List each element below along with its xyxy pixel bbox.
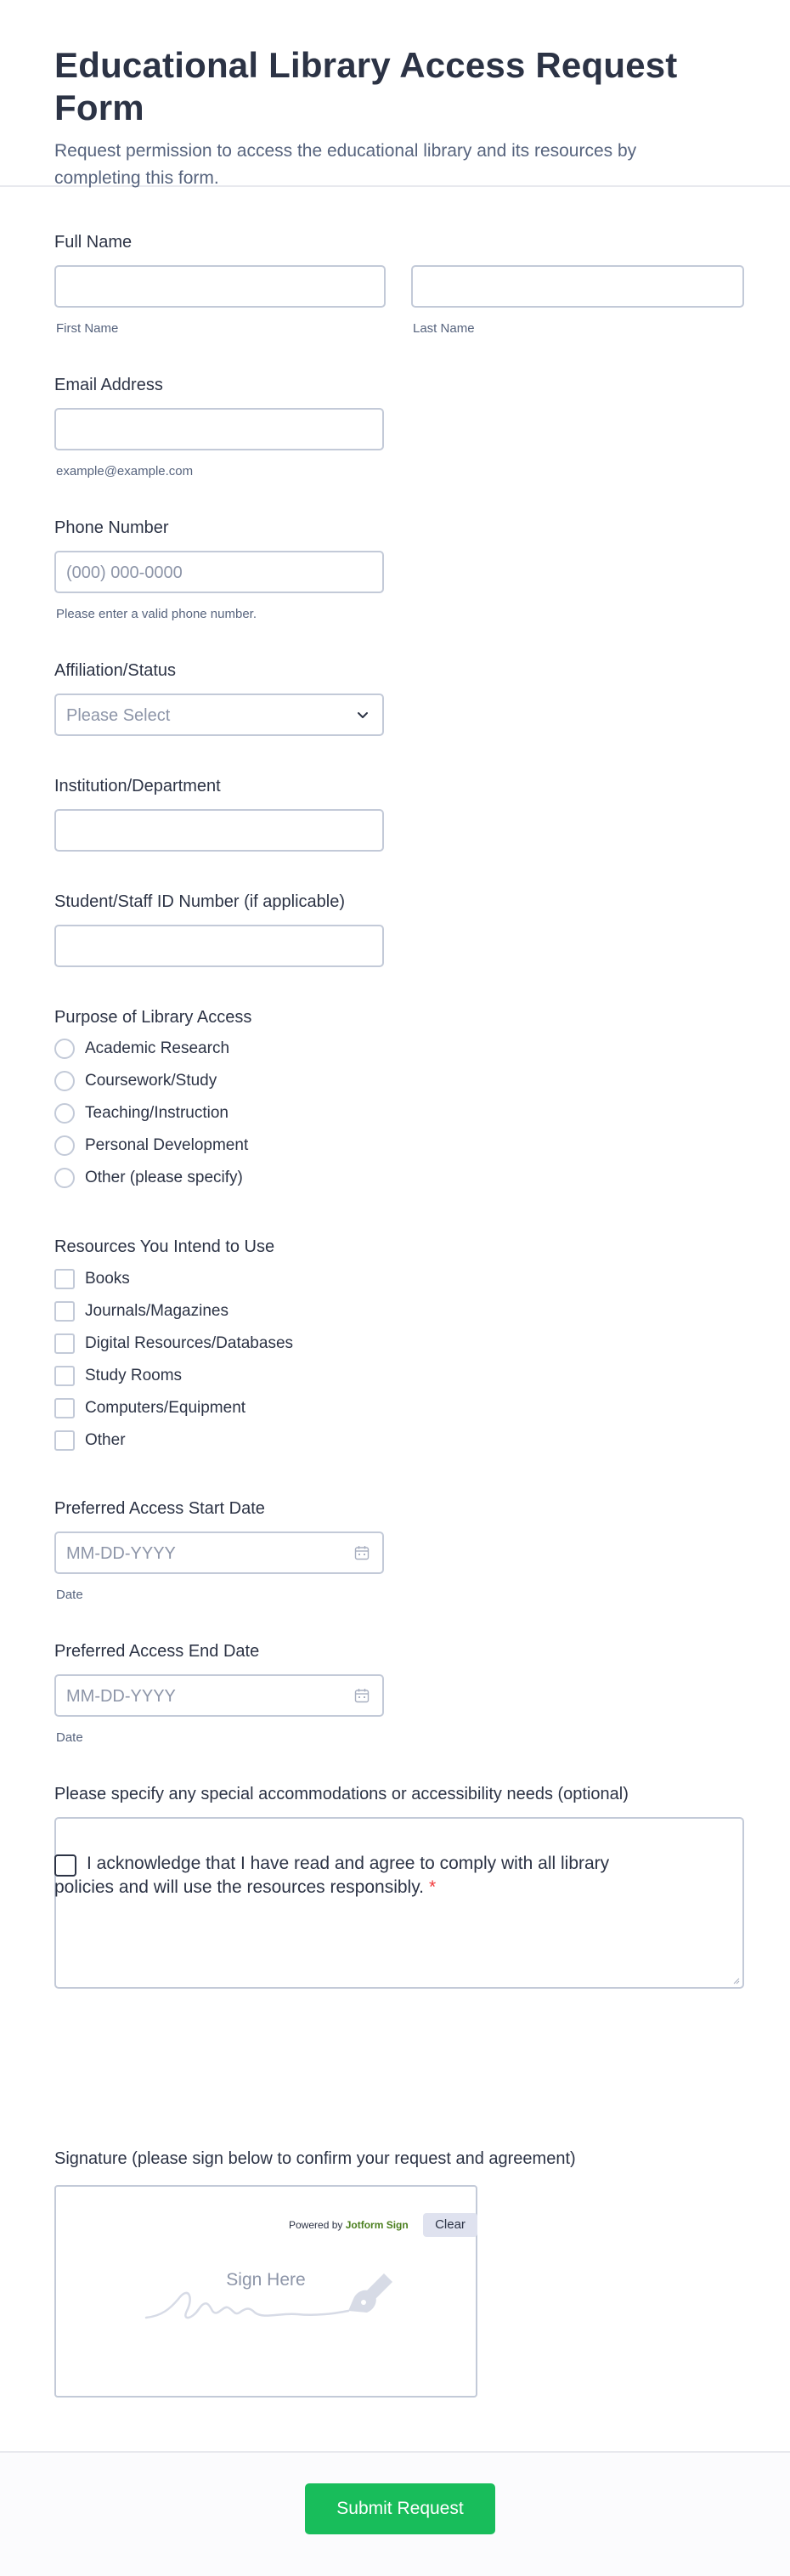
end-date-sublabel: Date xyxy=(56,1730,83,1745)
first-name-sublabel: First Name xyxy=(56,321,119,336)
end-date-label: Preferred Access End Date xyxy=(54,1642,260,1661)
email-input[interactable] xyxy=(54,408,384,450)
affiliation-label: Affiliation/Status xyxy=(54,661,177,680)
resources-option[interactable] xyxy=(54,1267,130,1291)
last-name-input[interactable] xyxy=(411,265,744,308)
powered-by xyxy=(289,2219,409,2231)
purpose-option-label: Other (please specify) xyxy=(85,1169,243,1186)
resources-option[interactable] xyxy=(54,1429,126,1452)
clear-signature-button[interactable]: Clear xyxy=(423,2213,477,2237)
chevron-down-icon xyxy=(355,707,370,722)
purpose-option-label: Academic Research xyxy=(85,1039,230,1057)
resize-handle-icon[interactable] xyxy=(731,1976,740,1984)
affiliation-selected-value: Please Select xyxy=(66,706,171,725)
resources-option[interactable] xyxy=(54,1396,245,1420)
required-asterisk: * xyxy=(429,1877,437,1897)
signature-pad[interactable] xyxy=(54,2185,477,2398)
student-id-input[interactable] xyxy=(54,925,384,967)
resources-option[interactable] xyxy=(54,1332,293,1356)
full-name-label: Full Name xyxy=(54,233,133,252)
signature-placeholder: Sign Here xyxy=(226,2270,306,2290)
purpose-option[interactable] xyxy=(54,1037,229,1061)
phone-label: Phone Number xyxy=(54,518,169,537)
checkbox[interactable] xyxy=(54,1333,75,1354)
checkbox[interactable] xyxy=(54,1301,75,1322)
phone-sublabel: Please enter a valid phone number. xyxy=(56,607,257,621)
first-name-input[interactable] xyxy=(54,265,386,308)
form-footer xyxy=(0,2451,790,2576)
purpose-option[interactable] xyxy=(54,1134,248,1158)
purpose-option[interactable] xyxy=(54,1166,243,1190)
last-name-sublabel: Last Name xyxy=(413,321,475,336)
signature-label: Signature (please sign below to confirm your request and agreement) xyxy=(54,2149,576,2168)
powered-by-text: Powered by xyxy=(289,2219,343,2231)
purpose-radio-group xyxy=(54,1037,394,1207)
checkbox[interactable] xyxy=(54,1430,75,1451)
email-label: Email Address xyxy=(54,376,163,394)
resources-option[interactable] xyxy=(54,1299,229,1323)
resources-option-label: Computers/Equipment xyxy=(85,1399,246,1417)
resources-option[interactable] xyxy=(54,1364,182,1388)
end-date-placeholder: MM-DD-YYYY xyxy=(66,1687,176,1706)
resources-option-label: Books xyxy=(85,1270,130,1288)
accommodations-label: Please specify any special accommodations or accessibility needs (optional) xyxy=(54,1785,629,1803)
radio-button[interactable] xyxy=(54,1071,75,1091)
start-date-placeholder: MM-DD-YYYY xyxy=(66,1544,176,1563)
purpose-option-label: Coursework/Study xyxy=(85,1072,217,1090)
calendar-icon[interactable] xyxy=(353,1687,370,1704)
accommodations-textarea[interactable] xyxy=(54,1817,744,1989)
acknowledgement-label: I acknowledge that I have read and agree to comply with all library policies and will use the resources responsibly. xyxy=(54,1854,610,1897)
purpose-option[interactable] xyxy=(54,1101,229,1125)
purpose-option[interactable] xyxy=(54,1069,217,1093)
radio-button[interactable] xyxy=(54,1168,75,1188)
purpose-option-label: Personal Development xyxy=(85,1136,249,1154)
radio-button[interactable] xyxy=(54,1135,75,1156)
calendar-icon[interactable] xyxy=(353,1544,370,1561)
form-description: Request permission to access the educational library and its resources by completing this form. xyxy=(54,141,637,188)
submit-button[interactable]: Submit Request xyxy=(305,2483,495,2534)
jotform-sign-brand[interactable]: Jotform Sign xyxy=(345,2219,409,2231)
resources-checkbox-group xyxy=(54,1267,394,1471)
form-title: Educational Library Access Request Form xyxy=(54,45,678,127)
checkbox[interactable] xyxy=(54,1269,75,1289)
institution-label: Institution/Department xyxy=(54,777,221,795)
acknowledgement-checkbox[interactable] xyxy=(54,1854,76,1877)
radio-button[interactable] xyxy=(54,1103,75,1124)
email-sublabel: example@example.com xyxy=(56,464,194,478)
acknowledgement-text xyxy=(54,1852,649,1899)
purpose-option-label: Teaching/Instruction xyxy=(85,1104,229,1122)
end-date-input[interactable] xyxy=(54,1674,384,1717)
start-date-input[interactable] xyxy=(54,1531,384,1574)
affiliation-select[interactable] xyxy=(54,694,384,736)
start-date-sublabel: Date xyxy=(56,1588,83,1602)
resources-label: Resources You Intend to Use xyxy=(54,1237,275,1256)
phone-placeholder: (000) 000-0000 xyxy=(66,563,183,582)
purpose-label: Purpose of Library Access xyxy=(54,1008,252,1027)
radio-button[interactable] xyxy=(54,1039,75,1059)
resources-option-label: Digital Resources/Databases xyxy=(85,1334,294,1352)
student-id-label: Student/Staff ID Number (if applicable) xyxy=(54,892,346,911)
resources-option-label: Other xyxy=(85,1431,126,1449)
form-header xyxy=(0,0,790,187)
resources-option-label: Study Rooms xyxy=(85,1367,183,1384)
phone-input[interactable] xyxy=(54,551,384,593)
form-body xyxy=(0,189,790,2451)
checkbox[interactable] xyxy=(54,1366,75,1386)
institution-input[interactable] xyxy=(54,809,384,852)
resources-option-label: Journals/Magazines xyxy=(85,1302,229,1320)
checkbox[interactable] xyxy=(54,1398,75,1418)
signature-scribble-icon xyxy=(144,2265,399,2324)
start-date-label: Preferred Access Start Date xyxy=(54,1499,265,1518)
